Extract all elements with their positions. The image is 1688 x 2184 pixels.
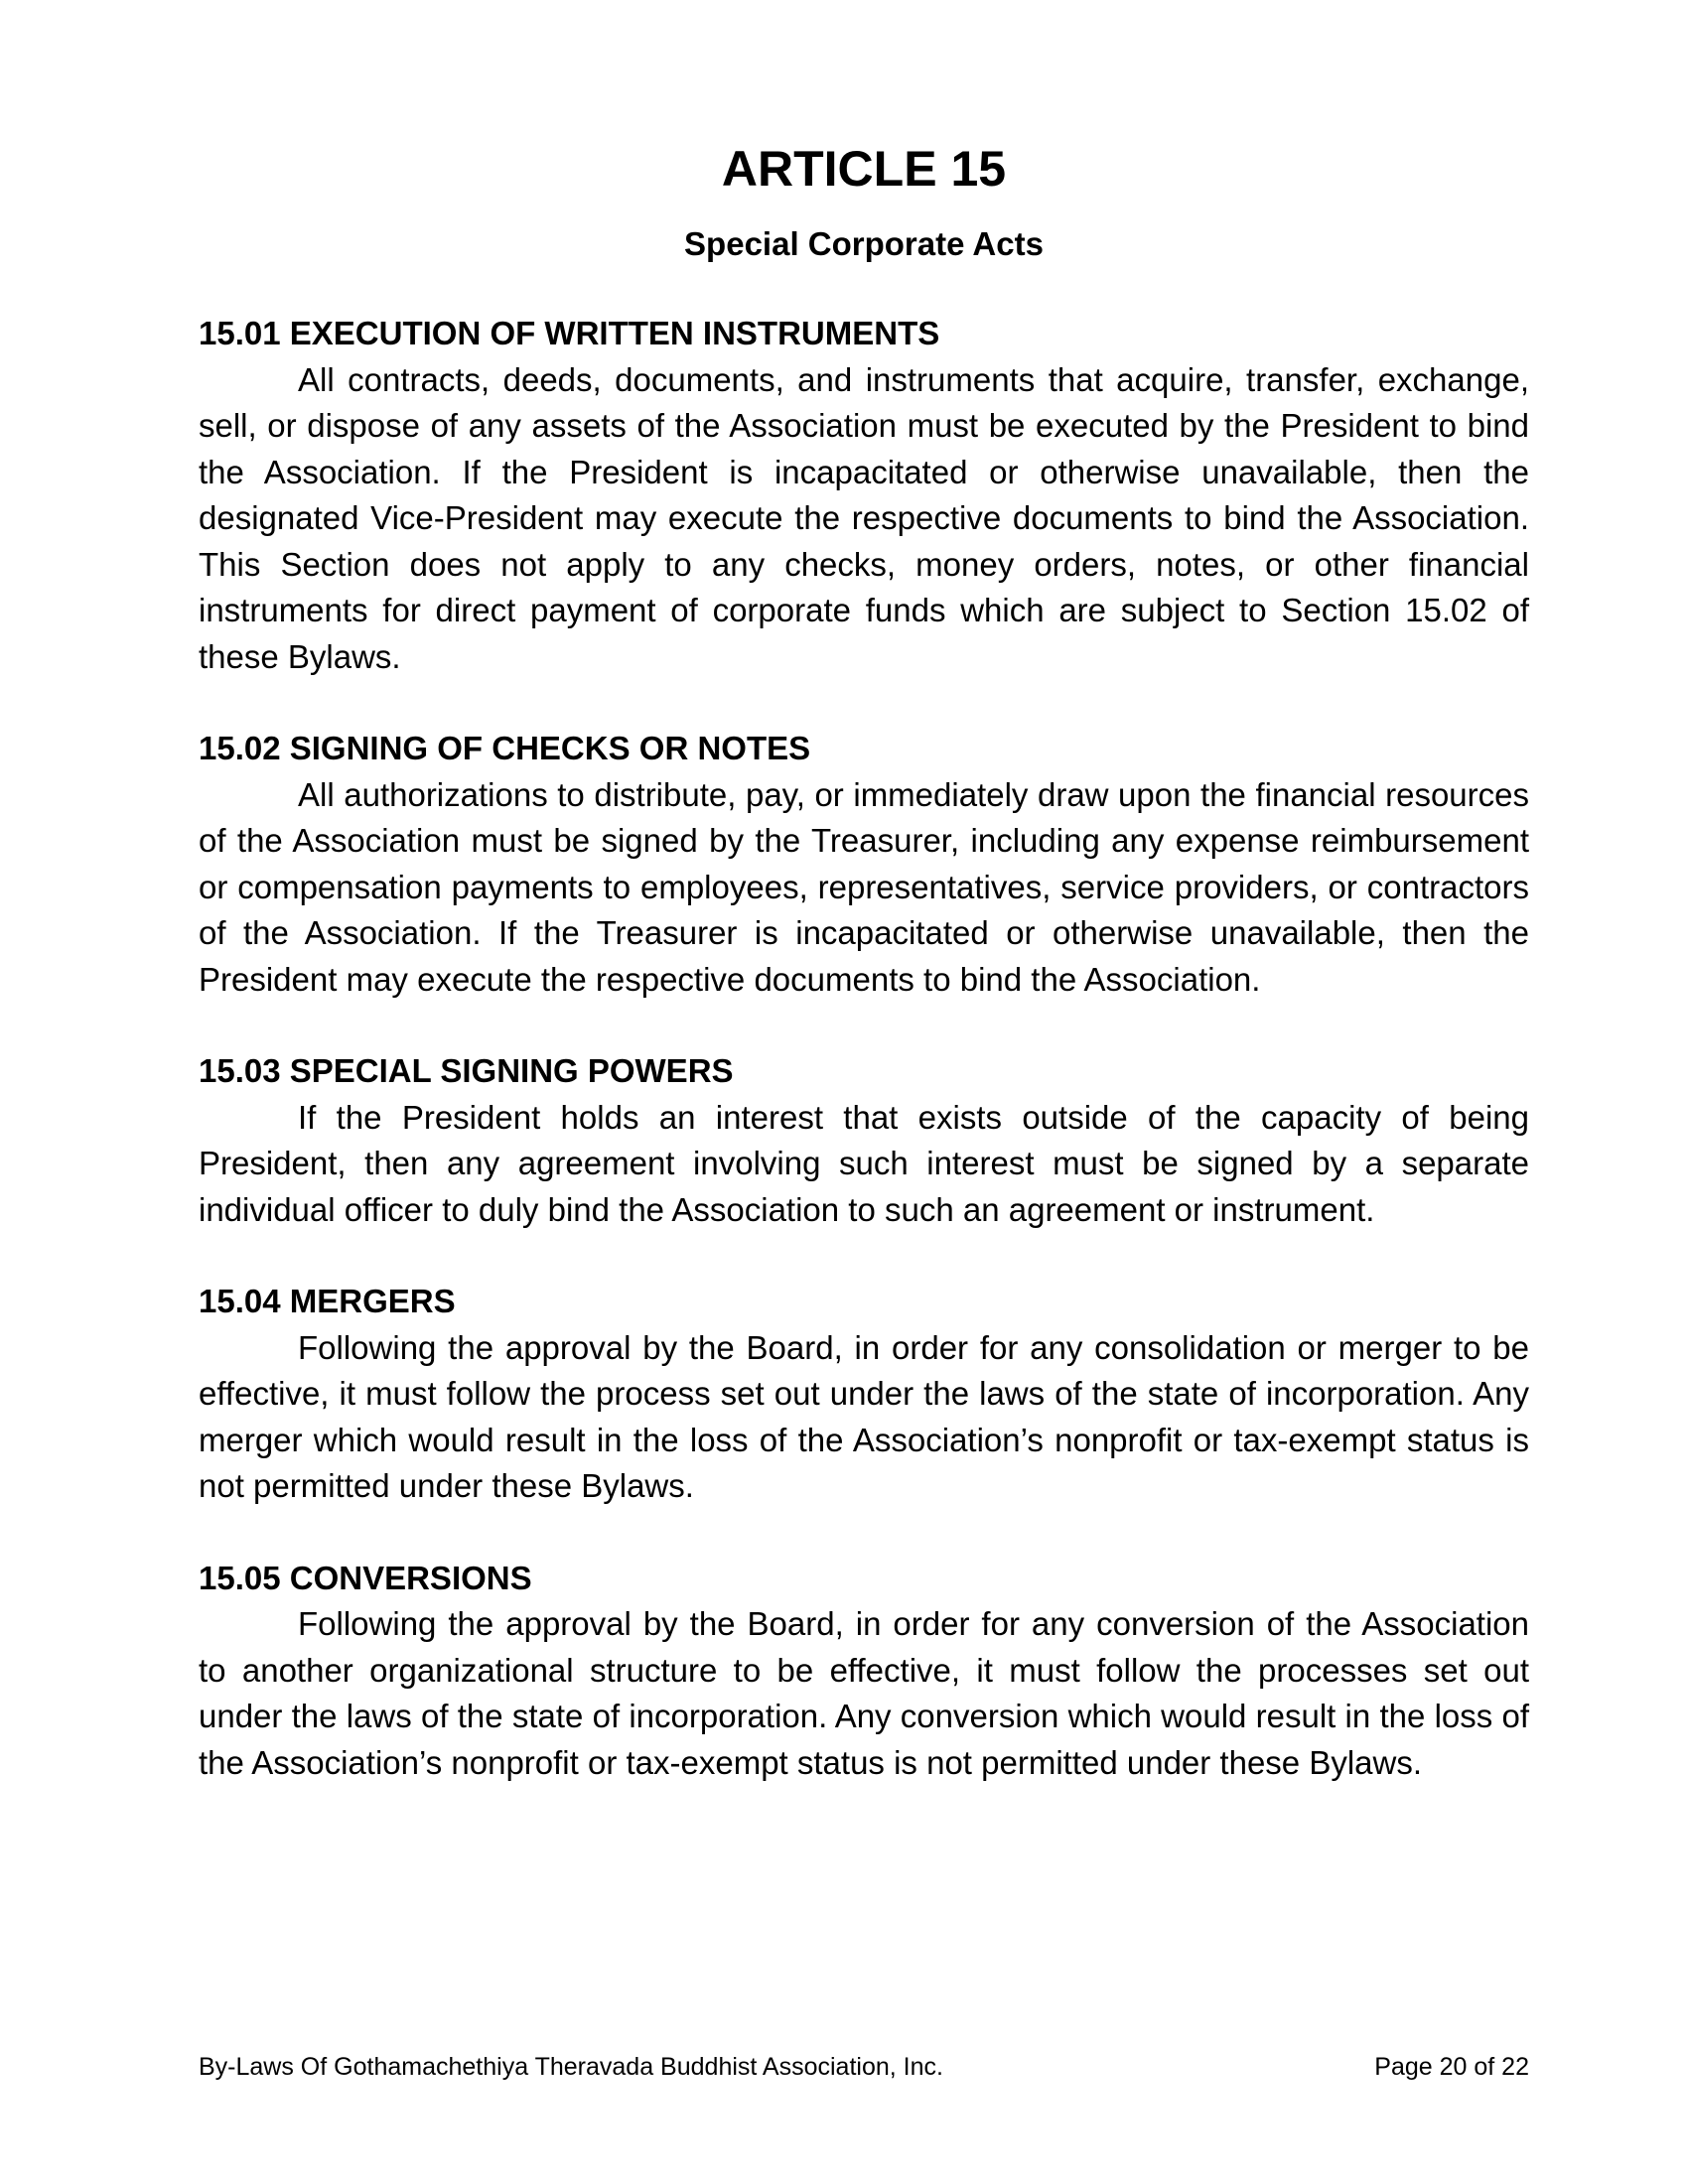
document-page bbox=[199, 134, 1529, 1786]
section-heading: 15.04 MERGERS bbox=[199, 1283, 456, 1319]
footer-page-number: Page 20 of 22 bbox=[1374, 2053, 1529, 2081]
section-body: All contracts, deeds, documents, and instruments that acquire, transfer, exchange, sell, or dispose of any assets of the Association must be executed by the President to bind the Association. If the President is incapacitated or otherwise unavailable, then the designated Vice-President may execute the respective documents to bind the Association. This Section does not apply to any checks, money orders, notes, or other financial instruments for direct payment of corporate funds which are subject to Section 15.02 of these Bylaws. bbox=[199, 360, 1529, 675]
section-heading: 15.05 CONVERSIONS bbox=[199, 1559, 532, 1596]
section-15-05 bbox=[199, 1556, 1529, 1787]
page-footer bbox=[199, 2049, 1529, 2085]
article-title: ARTICLE 15 bbox=[721, 141, 1007, 197]
section-15-03 bbox=[199, 1048, 1529, 1233]
section-15-02 bbox=[199, 726, 1529, 1003]
section-body: All authorizations to distribute, pay, or immediately draw upon the financial resources of the Association must be signed by the Treasurer, including any expense reimbursement or compensation payments to employees, representatives, service providers, or contractors of the Association. If the Treasurer is incapacitated or otherwise unavailable, then the President may execute the respective documents to bind the Association. bbox=[199, 775, 1529, 998]
section-body: If the President holds an interest that exists outside of the capacity of being President, then any agreement involving such interest must be signed by a separate individual officer to duly bind the Association to such an agreement or instrument. bbox=[199, 1098, 1529, 1228]
section-15-04 bbox=[199, 1279, 1529, 1510]
section-15-01 bbox=[199, 311, 1529, 680]
section-heading: 15.02 SIGNING OF CHECKS OR NOTES bbox=[199, 730, 811, 766]
article-subtitle: Special Corporate Acts bbox=[684, 225, 1044, 262]
footer-document-title: By-Laws Of Gothamachethiya Theravada Buddhist Association, Inc. bbox=[199, 2053, 943, 2081]
section-heading: 15.01 EXECUTION OF WRITTEN INSTRUMENTS bbox=[199, 315, 940, 351]
section-body: Following the approval by the Board, in order for any conversion of the Association to another organizational structure to be effective, it must follow the processes set out under the laws of the state of incorporation. Any conversion which would result in the loss of the Association’s nonprofit or tax-exempt status is not permitted under these Bylaws. bbox=[199, 1605, 1529, 1781]
section-body: Following the approval by the Board, in order for any consolidation or merger to be effective, it must follow the process set out under the laws of the state of incorporation. Any merger which would result in the loss of the Association’s nonprofit or tax-exempt status is not permitted under these Bylaws. bbox=[199, 1328, 1529, 1504]
section-heading: 15.03 SPECIAL SIGNING POWERS bbox=[199, 1052, 734, 1089]
